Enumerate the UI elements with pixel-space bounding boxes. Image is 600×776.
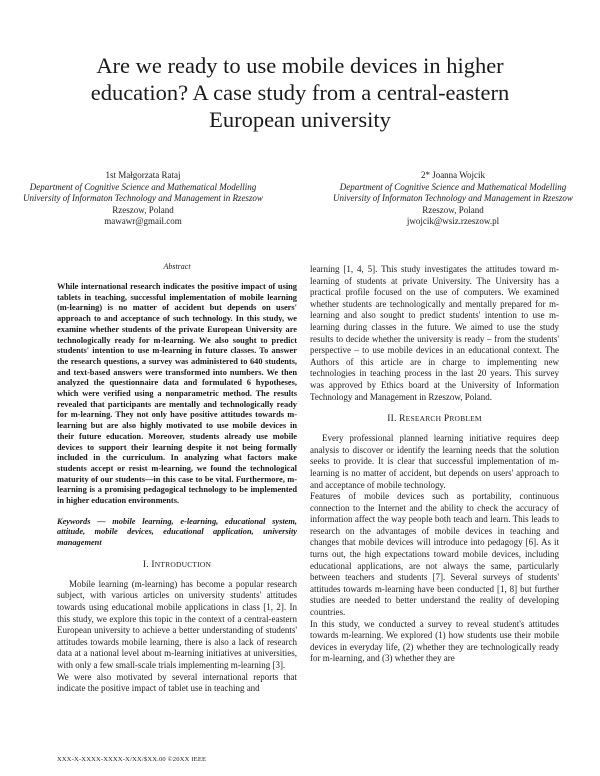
section-heading-research-problem <box>310 413 559 425</box>
abstract-text: While international research indicates the positive impact of using tablets in teaching, successful implementation of mobile learning (m-learning) is no matter of accident but depends on users' approach to and acceptance of such technology. In this study, we examine whether students of the private European University are technologically ready for m-learning. We also sought to predict students' intention to use m-learning in future classes. To answer the research questions, a survey was administered to 640 students, and text-based answers were transformed into numbers. We then analyzed the questionnaire data and formulated 6 hypotheses, which were verified using a nonparametric method. The results revealed that participants are mentally and technologically ready for m-learning. They not only have positive attitudes towards m-learning but are also highly motivated to use mobile devices in their future education. Moreover, students already use mobile devices to support their learning despite it not being formally included in the curriculum. In analyzing what factors make students accept or resist m-learning, we found the technological maturity of our students—in this case to be vital. Furthermore, m-learning is a promising pedagogical technology to be implemented in higher education environments. <box>57 282 297 506</box>
author-block-1 <box>8 170 278 228</box>
author-email[interactable]: mawawr@gmail.com <box>104 216 182 226</box>
research-paragraph: In this study, we conducted a survey to reveal student's attitudes towards m-learning. We explored (1) how students use their mobile devices in everyday life, (2) whether they are technologically ready for m-learning, and (3) whether they are <box>310 618 559 664</box>
left-column <box>57 262 297 695</box>
author-email[interactable]: jwojcik@wsiz.rzeszow.pl <box>406 216 500 226</box>
section-title-cap: R <box>399 414 406 425</box>
section-title-cap: P <box>443 414 450 425</box>
author-name: 2* Joanna Wojcik <box>420 170 486 180</box>
title-line: European university <box>209 107 391 132</box>
section-title-rest: NTRODUCTION <box>154 559 212 569</box>
title-line: Are we ready to use mobile devices in higher <box>96 53 504 78</box>
research-paragraph: Every professional planned learning initiative requires deep analysis to discover or identify the learning needs that the solution seeks to provide. It is clear that successful implementation of m-learning is no matter of accident, but depends on users' approach to and acceptance of mobile technology. <box>310 433 559 490</box>
section-number: II. <box>387 414 397 425</box>
copyright-footer: XXX-X-XXXX-XXXX-X/XX/$XX.00 ©20XX IEEE <box>57 756 207 763</box>
author-city: Rzeszow, Poland <box>112 204 174 215</box>
title-line: education? A case study from a central-eastern <box>90 80 510 105</box>
section-number: I. <box>142 559 149 570</box>
intro-paragraph: We were also motivated by several international reports that indicate the positive impact of tablet use in teaching and <box>57 671 297 694</box>
section-title-rest: ROBLEM <box>449 414 482 424</box>
paper-title <box>60 52 540 133</box>
keywords-text: Keywords — mobile learning, e-learning, educational system, attitude, mobile devices, educational application, university management <box>57 516 297 548</box>
section-title-cap: I <box>151 559 155 570</box>
intro-paragraph: Mobile learning (m-learning) has become a popular research subject, with various articles on university students' attitudes towards using educational mobile applications in class [1, 2]. In this study, we explore this topic in the context of a central-eastern European university to achieve a better understanding of students' attitudes towards mobile learning, there is also a lack of research data at a national level about m-learning initiatives at universities, with only a few small-scale trials implementing m-learning [3]. <box>57 578 297 671</box>
author-block-2 <box>318 170 588 228</box>
author-department: Department of Cognitive Science and Mathematical Modelling <box>29 181 257 192</box>
author-department: Department of Cognitive Science and Mathematical Modelling <box>339 181 567 192</box>
author-university: University of Informaton Technology and Management in Rzeszow <box>23 193 263 203</box>
author-name: 1st Małgorzata Rataj <box>105 170 181 180</box>
section-title-rest: ESEARCH <box>405 414 442 424</box>
right-column <box>310 264 559 665</box>
intro-continued-paragraph: learning [1, 4, 5]. This study investigates the attitudes toward m-learning of students at private University. The University has a practical profile focused on the use of computers. We examined whether students are technologically and mentally prepared for m-learning and also sought to predict students' intention to use m-learning during classes in the future. We aimed to use the study results to decide whether the university is ready – from the students' perspective – to use mobile devices in an educational context. The Authors of this article are in charge to implementing new technologies in teaching process in the last 20 years. This survey was approved by Ethics board at the University of Information Technology and Management in Rzeszow, Poland. <box>310 264 559 402</box>
author-city: Rzeszow, Poland <box>422 204 484 215</box>
research-paragraph: Features of mobile devices such as portability, continuous connection to the Internet and the ability to check the accuracy of information affect the way people both teach and learn. This leads to research on the advantages of mobile devices in teaching and changes that mobile devices will introduce into pedagogy [6]. As it turns out, the high expectations toward mobile devices, including educational applications, are not always the same, particularly between teachers and students [7]. Several surveys of students' attitudes towards m-learning have been conducted [1, 8] but further studies are needed to better understand the reality of developing countries. <box>310 491 559 618</box>
abstract-heading: Abstract <box>163 262 191 271</box>
section-heading-introduction <box>57 559 297 571</box>
author-university: University of Informaton Technology and Management in Rzeszow <box>333 193 573 203</box>
